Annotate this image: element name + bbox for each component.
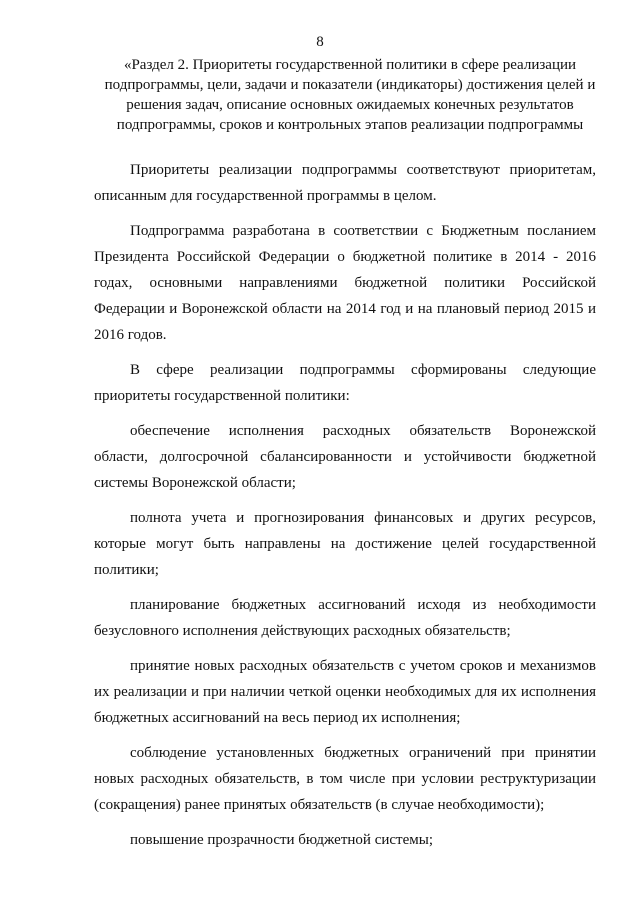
paragraph-line: безусловного исполнения действующих расходных обязательств; [94,623,511,639]
paragraph-line: Президента Российской Федерации о бюджетной политике в 2014 - 2016 [94,249,596,265]
body-paragraph [94,653,596,731]
paragraph-line: новых расходных обязательств, в том числе при условии реструктуризации [94,771,596,787]
body-paragraph [94,157,596,209]
document-body [94,157,596,862]
paragraph-line: их реализации и при наличии четкой оценки необходимых для их исполнения [94,684,596,700]
paragraph-line: области, долгосрочной сбалансированности и устойчивости бюджетной [94,449,596,465]
paragraph-line: Федерации и Воронежской области на 2014 год и на плановый период 2015 и [94,301,596,317]
heading-line: подпрограммы, цели, задачи и показатели (индикаторы) достижения целей и [104,77,596,93]
body-paragraph [94,740,596,818]
body-paragraph [94,357,596,409]
body-paragraph [94,505,596,583]
heading-line: подпрограммы, сроков и контрольных этапов реализации подпрограммы [116,117,584,133]
paragraph-line: приоритеты государственной политики: [94,388,350,404]
paragraph-line: которые могут быть направлены на достижение целей государственной [94,536,596,552]
paragraph-line: повышение прозрачности бюджетной системы; [130,832,433,848]
paragraph-line: описанным для государственной программы в целом. [94,188,437,204]
paragraph-line: бюджетных ассигнований на весь период их исполнения; [94,710,461,726]
paragraph-line: годах, основными направлениями бюджетной политики Российской [94,275,596,291]
body-paragraph [94,592,596,644]
page-number: 8 [316,34,324,50]
paragraph-line: принятие новых расходных обязательств с учетом сроков и механизмов [130,658,596,674]
body-paragraph [94,218,596,348]
body-paragraph [94,827,596,853]
paragraph-line: политики; [94,562,159,578]
paragraph-line: полнота учета и прогнозирования финансовых и других ресурсов, [130,510,596,526]
heading-line: решения задач, описание основных ожидаемых конечных результатов [126,97,574,113]
paragraph-line: 2016 годов. [94,327,167,343]
body-paragraph [94,418,596,496]
section-heading [90,55,610,135]
paragraph-line: Подпрограмма разработана в соответствии с Бюджетным посланием [130,223,596,239]
paragraph-line: Приоритеты реализации подпрограммы соответствуют приоритетам, [130,162,596,178]
paragraph-line: планирование бюджетных ассигнований исходя из необходимости [130,597,596,613]
heading-line: «Раздел 2. Приоритеты государственной политики в сфере реализации [123,57,577,73]
paragraph-line: обеспечение исполнения расходных обязательств Воронежской [130,423,596,439]
paragraph-line: В сфере реализации подпрограммы сформированы следующие [130,362,596,378]
paragraph-line: системы Воронежской области; [94,475,296,491]
paragraph-line: (сокращения) ранее принятых обязательств (в случае необходимости); [94,797,545,813]
paragraph-line: соблюдение установленных бюджетных ограничений при принятии [130,745,596,761]
